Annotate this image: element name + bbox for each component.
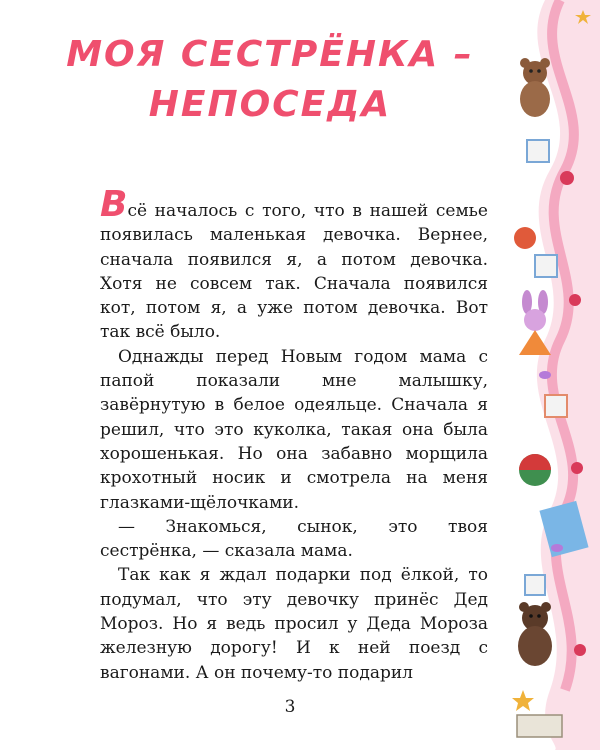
chapter-title-line-2: НЕПОСЕДА — [148, 84, 392, 125]
teddy-bear-icon — [520, 58, 550, 117]
chapter-title-line-1: МОЯ СЕСТРЁНКА – — [66, 34, 474, 75]
paragraph-1 — [100, 184, 488, 345]
teddy-bear-icon — [518, 602, 552, 666]
story-text — [100, 184, 488, 685]
paragraph-1-text: сё началось с того, что в нашей семье появилась маленькая девочка. Вернее, сначала появился я, а потом девочка. Хотя не совсем так. Сначала появился кот, потом я, а уже потом девочка. Вот так всё было. — [100, 201, 488, 343]
drop-cap: В — [100, 184, 128, 225]
paragraph-2: Однажды перед Новым годом мама с папой показали мне малышку, завёрнутую в белое одеяльце. Сначала я решил, что это куколка, такая она была хорошенькая. Но она забавно морщила крохотный носик и смотрела на меня глазками-щёлочками. — [100, 346, 488, 513]
chapter-title — [60, 30, 480, 130]
toy-decoration-strip — [505, 0, 600, 750]
book-icon — [517, 715, 562, 737]
page-number: 3 — [284, 697, 296, 717]
paragraph-3: — Знакомься, сынок, это твоя сестрёнка, — сказала мама. — [100, 516, 488, 562]
paragraph-4: Так как я ждал подарки под ёлкой, то подумал, что эту девочку принёс Дед Мороз. Но я ведь просил у Деда Мороза железную дорогу! И к ней поезд с вагонами. А он почему-то подарил — [100, 565, 488, 683]
